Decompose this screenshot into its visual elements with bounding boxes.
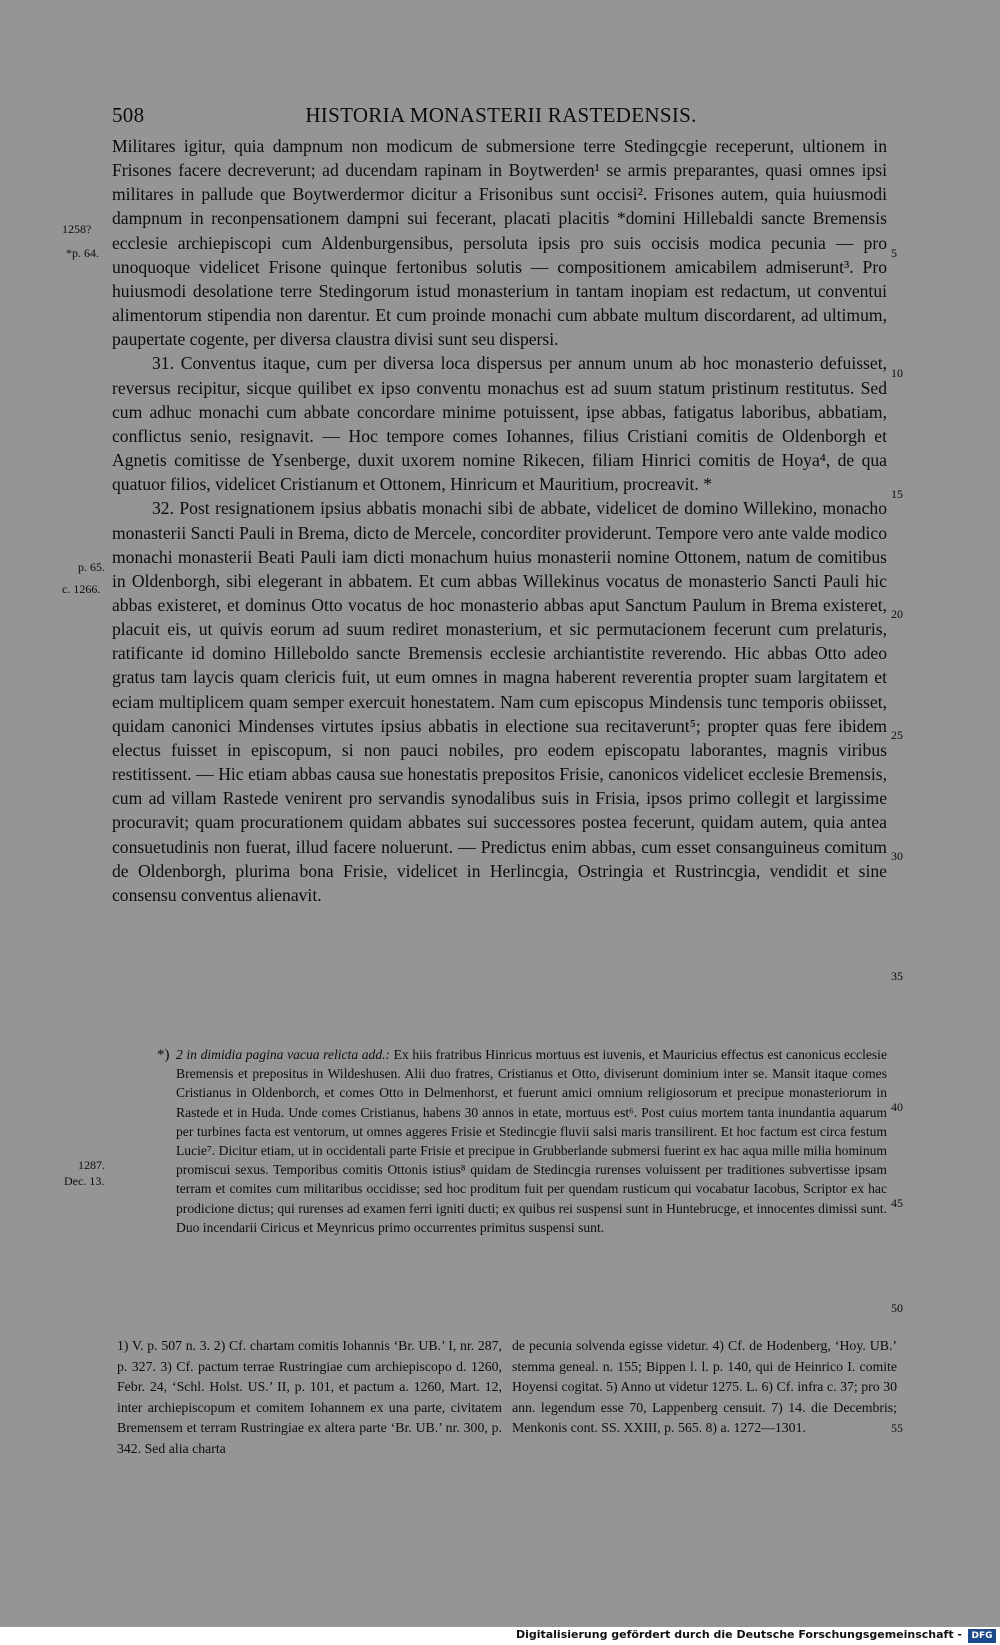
line-number: 55	[891, 1421, 903, 1435]
paragraph-32: 32. Post resignationem ipsius abbatis monachi sibi de abbate, videlicet de domino Willekino, monacho monasterii Sancti Pauli in Brema, dicto de Mercele, concorditer providerunt. Tempore vero ante valde modico monachi monasterii Beati Pauli iam dicti monachum huius monasterii nomine Ottonem, natum de comitibus in Oldenborgh, sibi elegerant in abbatem. Et cum abbas Willekinus vocatus de monasterio Sancti Pauli hic abbas existeret, et dominus Otto vocatus de hoc monasterio abbas aput Sanctum Paulum in Brema existeret, placuit eis, ut quivis eorum ad suum rediret monasterium, et sic permutacionem fecerunt cum prelaturis, ratificante id domino Hilleboldo sancte Bremensis ecclesie archiantistite reverendo. Hic abbas Otto adeo gratus tam laycis quam clericis fuit, ut eum omnes in magna haberent reverentia propter suam largitatem et eciam multiplicem quam semper exercuit honestatem. Nam cum episcopus Mindensis tunc temporis obiisset, quidam canonici Mindenses virtutes ipsius abbatis in electione sua recitaverunt⁵; propter quas fere ibidem electus fuisset in episcopum, si non pauci nobiles, pro eodem episcopatu laborantes, magnis viribus restitissent. — Hic etiam abbas causa sue honestatis prepositos Frisie, canonicos videlicet ecclesie Bremensis, cum ad villam Rastede venirent pro servandis synodalibus suis in Frisia, ipsos primo collegit et largissime procuravit; quam procurationem quidam abbates sui successores postea fecerunt, quidam autem, quia antea consuetudinis non fuerat, illud facere noluerunt. — Predictus enim abbas, cum esset consanguineus comitum de Oldenborgh, plurima bona Frisie, videlicet in Herlincgia, Ostringia et Rustrincgia, vendidit et sine consensu conventus alienavit.	[112, 498, 887, 905]
page-title: HISTORIA MONASTERII RASTEDENSIS.	[305, 103, 697, 127]
inserted-note	[176, 1045, 887, 1237]
note-lead: 2 in dimidia pagina vacua relicta add.:	[176, 1047, 391, 1062]
margin-year-1258: 1258?	[62, 222, 92, 236]
margin-page-65: p. 65.	[78, 560, 105, 574]
footer-text: Digitalisierung gefördert durch die Deutsche Forschungsgemeinschaft -	[515, 1628, 962, 1641]
line-number: 20	[891, 607, 903, 621]
note-text: Ex hiis fratribus Hinricus mortuus est iuvenis, et Mauricius effectus est canonicus ecclesie Bremensis et prepositus in Wildeshusen. Alii duo fratres, Cristianus et Otto, diviserunt dominium inter se. Mansit itaque comes Cristianus in Oldenborch, et comes Otto in Delmenhorst, et fuerunt amici omnium religiosorum et precipue monasteriorum in Rastede et in Huda. Unde comes Cristianus, habens 30 annos in etate, mortuus est⁶. Post cuius mortem tanta inundantia aquarum per turbines facta est ventorum, ut omnes aggeres Frisie et Stedincgie fluvii salsi maris transilirent. Et hoc factum est circa festum Lucie⁷. Dicitur etiam, ut in occidentali parte Frisie et precipue in Grubberlande submersi fuerint ex hac aqua mille milia hominum promiscui sexus. Temporibus comitis Ottonis istius⁸ quidam de Stedincgia rurenses voluissent per traditiones subvertisse ipsam terram et comites cum militaribus occidisse; sed hoc proditum fuit per quendam rusticum qui vocabatur Iacobus, Scriptor ex hac prodicione dictus; qui rurenses ad examen ferri igniti ducti; ex quibus rei suspensi sunt in Huntebrucge, et innocentes dimissi sunt. Duo incendarii Ciricus et Meynricus primo occurrentes primitus suspensi sunt.	[176, 1047, 887, 1235]
line-number: 50	[891, 1301, 903, 1315]
footnotes-right: de pecunia solvenda egisse videtur. 4) Cf. de Hodenberg, ‘Hoy. UB.’ stemma geneal. n. 155; Bippen l. l. p. 140, qui de Heinrico I. comite Hoyensi cogitat. 5) Anno ut videtur 1275. L. 6) Cf. infra c. 37; pro 30 ann. legendum esse 70, Lappenberg censuit. 7) 14. die Decembris; Menkonis cont. SS. XXIII, p. 565. 8) a. 1272—1301.	[512, 1338, 897, 1435]
margin-dec-13: Dec. 13.	[64, 1174, 105, 1188]
line-number: 10	[891, 366, 903, 380]
margin-year-1287: 1287.	[78, 1158, 105, 1172]
line-number: 35	[891, 969, 903, 983]
paragraph-30-continued: Militares igitur, quia dampnum non modicum de submersione terre Stedingcgie receperunt, ultionem in Frisones facere decreverunt; ad ducendam rapinam in Boytwerden¹ se armis preparantes, quasi omnes ipsi militares in pallude que Boytwerdermor dicitur a Frisonibus sunt occisi². Frisones autem, quia huiusmodi dampnum in reconpensationem dampni sui fecerant, placati placitis *domini Hillebaldi sancte Bremensis ecclesie archiepiscopi cum Aldenburgensibus, persoluta ipsis pro suis occisis modica pecunia — pro unoquoque videlicet Frisone quinque fertonibus solutis — compositionem amicabilem admiserunt³. Pro huiusmodi desolatione terre Stedingorum istud monasterium in tantam inopiam est redactum, ut conventui alimentorum stipendia non darentur. Et cum proinde monachi cum abbate multum discordarent, ad ultimum, paupertate cogente, per diversa claustra divisi sunt seu dispersi.	[112, 136, 887, 350]
main-text	[112, 134, 887, 907]
dfg-logo[interactable]: DFG	[968, 1629, 996, 1643]
footnotes-right-column	[512, 1336, 897, 1439]
line-number: 30	[891, 849, 903, 863]
running-header	[112, 103, 890, 129]
paragraph-31: 31. Conventus itaque, cum per diversa loca dispersus per annum unum ab hoc monasterio defuisset, reversus recipitur, sicque quilibet ex ipso conventu monachus est ad suum statum pristinum restitutus. Sed cum adhuc monachi cum abbate concordare minime potuissent, ipse abbas, fatigatus laboribus, abbatiam, conflictus senio, resignavit. — Hoc tempore comes Iohannes, filius Cristiani comitis de Oldenborgh et Agnetis comitisse de Ysenberge, duxit uxorem nomine Rikecen, filiam Hinrici comitis de Hoya⁴, de qua quatuor filios, videlicet Cristianum et Ottonem, Hinricum et Mauritium, procreavit. *	[112, 353, 887, 495]
line-number: 40	[891, 1100, 903, 1114]
digitization-footer	[0, 1627, 1000, 1645]
margin-year-1266: c. 1266.	[62, 582, 101, 596]
line-number: 25	[891, 728, 903, 742]
line-number: 45	[891, 1196, 903, 1210]
page-number: 508	[112, 103, 145, 127]
footnotes-left-column	[117, 1336, 502, 1459]
line-number: 5	[891, 246, 897, 260]
note-marker: *)	[157, 1047, 170, 1063]
line-number: 15	[891, 487, 903, 501]
footnotes-left: 1) V. p. 507 n. 3. 2) Cf. chartam comitis Iohannis ‘Br. UB.’ I, nr. 287, p. 327. 3) Cf. pactum terrae Rustringiae cum archiepiscopo d. 1260, Febr. 24, ‘Schl. Holst. US.’ II, p. 101, et pactum a. 1260, Mart. 12, inter archiepiscopum et comitem Iohannem ex una parte, civitatem Bremensem et terram Rustringiae ex altera parte ‘Br. UB.’ nr. 300, p. 342. Sed alia charta	[117, 1338, 502, 1456]
margin-page-64: *p. 64.	[66, 246, 99, 260]
